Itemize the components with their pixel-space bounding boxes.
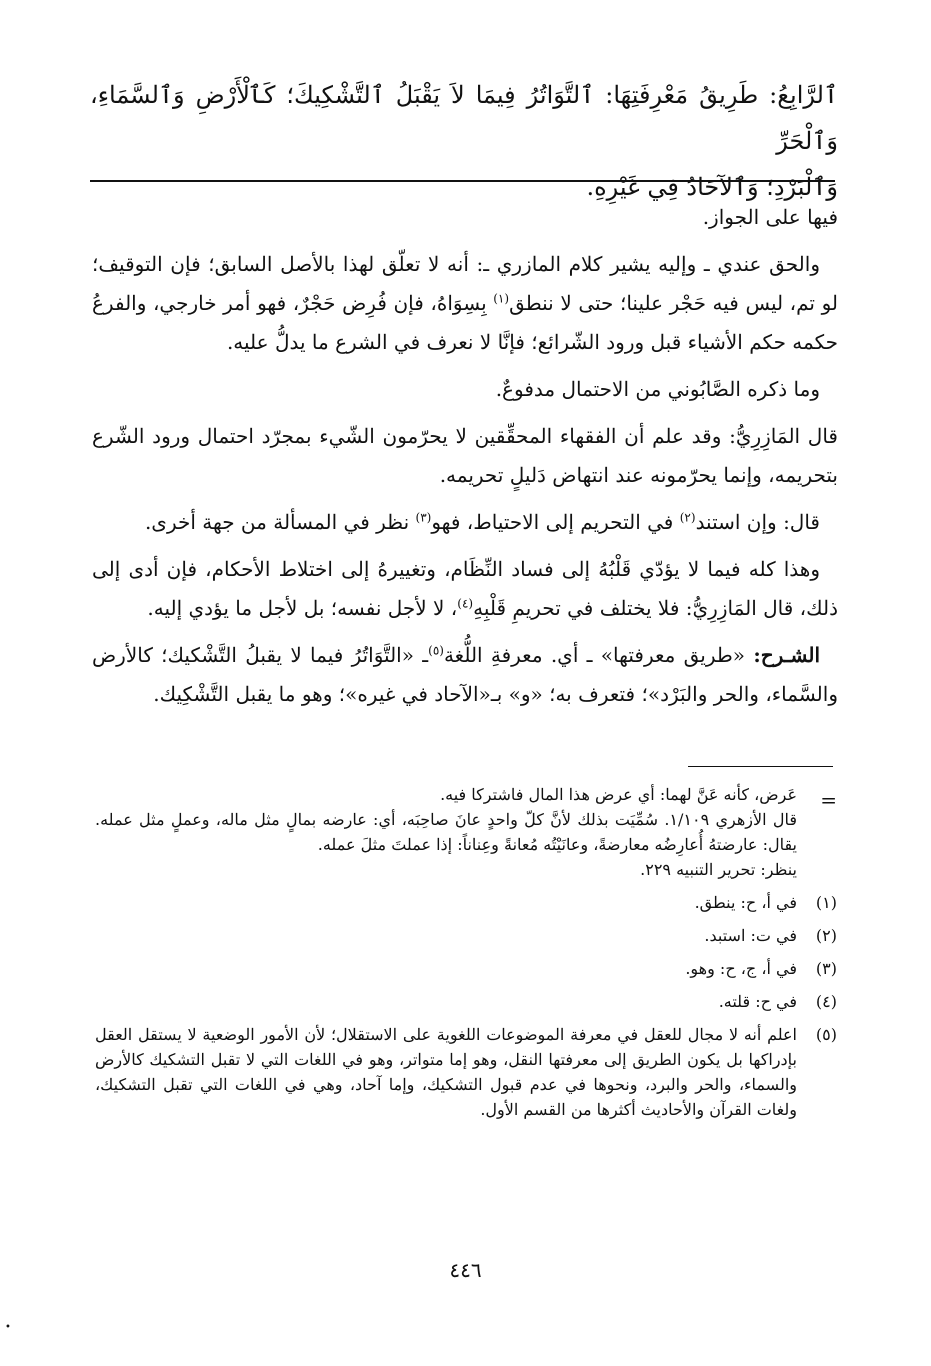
footnote-3 xyxy=(95,956,837,981)
footnote-text: في أ، ح: ينطق. xyxy=(694,893,797,912)
paragraph-4: قال المَازِرِيُّ: وقد علم أن الفقهاء المحقِّقين لا يحرّمون الشّيء بمجرّد احتمال ورود الشّرع بتحريمه، وإنما يحرّمونه عند انتهاض دَليلٍ تحريمه. xyxy=(92,424,838,487)
matn-line-2: وَٱلْبَرْدِ؛ وَٱلآحَادُ فِي غَيْرِهِ. xyxy=(586,173,838,201)
footnote-number: (٣) xyxy=(815,959,837,978)
page-number: ٤٤٦ xyxy=(449,1258,482,1282)
footnote-text: اعلم أنه لا مجال للعقل في معرفة الموضوعات اللغوية على الاستقلال؛ لأن الأمور الوضعية لا يستقل العقل بإدراكها بل يكون الطريق إلى معرفتها النقل، وهو إما متواتر، وهو في اللغات التي لا تقبل التشكيك كالأرض والسماء، والحر والبرد، ونحوها في عدم قبول التشكيك، وإما آحاد، وهي في اللغات التي تقبل التشكيك، ولغات القرآن والأحاديث أكثرها من القسم الأول. xyxy=(95,1025,797,1119)
footnote-ref-5: (٥) xyxy=(428,643,444,658)
paragraph-3: وما ذكره الصَّابُوني من الاحتمال مدفوعٌ. xyxy=(495,377,820,401)
footnotes-section xyxy=(95,782,837,1122)
matn-line-1: ٱلرَّابِعُ: طَرِيقُ مَعْرِفَتِهَا: ٱلتَّوَاتُرُ فِيمَا لاَ يَقْبَلُ ٱلتَّشْكِيكَ؛ كَٱلْأَرْضِ وَٱلسَّمَاءِ، وَٱلْحَرِّ xyxy=(90,81,839,155)
continued-line-1: عَرض، كأنه عَنَّ لهما: أي عرض هذا المال فاشتركا فيه. xyxy=(440,785,797,804)
paragraph-1: فيها على الجواز. xyxy=(702,205,838,229)
footnote-ref-1: (١) xyxy=(493,291,510,306)
continued-footnote xyxy=(95,782,837,882)
paragraph-5-part-c: نظر في المسألة من جهة أخرى. xyxy=(144,510,410,534)
paragraph-6 xyxy=(92,550,838,628)
commentary-body xyxy=(92,198,838,722)
footnote-text: في ح: قلته. xyxy=(718,992,797,1011)
footnote-text: في أ، ج، ح: وهو. xyxy=(685,959,797,978)
footnote-number: (١) xyxy=(815,893,837,912)
paragraph-2-part-a: والحق عندي ـ وإليه يشير كلام المازري ـ: أنه لا تعلّق لهذا بالأصل السابق؛ فإن التوقيف؛ لو تم، ليس فيه حَجْر علينا؛ حتى لا ننطق xyxy=(92,252,839,315)
footnote-number: (٥) xyxy=(815,1025,837,1044)
footnote-separator xyxy=(688,766,833,767)
footnote-ref-4: (٤) xyxy=(457,596,474,611)
paragraph-5 xyxy=(92,503,838,542)
paragraph-6-part-a: وهذا كله فيما لا يؤدّي قَلْبُهُ إلى فساد النِّظَام، وتغييرهُ إلى اختلاط الأحكام، فإن أدى إلى ذلك، قال المَازِرِيُّ: فلا يختلف في تحريمِ قَلْبِهِ xyxy=(92,557,838,620)
sharh-paragraph xyxy=(92,636,838,714)
footnote-text: في ت: استبد. xyxy=(704,926,797,945)
matn-separator xyxy=(90,180,835,182)
paragraph-5-part-b: في التحريم إلى الاحتياط، فهو xyxy=(431,510,674,534)
sharh-part-b: ـ «التَّوَاتُرُ فيما لا يقبلُ التَّشْكيك؛ كالأرض والسَّماء، والحر والبَرْد»؛ فتعرف به؛ «و» بـ«الآحاد في غيره»؛ وهو ما يقبل التَّشْكِيك. xyxy=(92,643,838,706)
continued-line-2: قال الأزهري ١/١٠٩. سُمِّيَت بذلك لأنَّ كلّ واحدٍ عانَ صاحِبَه، أي: عارضه بمالٍ مثل ماله، وعملٍ مثل عمله. يقال: عارضتهُ أُعارِضُه معارضةً، وعانَيْتُه مُعانةً وعِناناً: إذا عملتَ مثلَ عمله. xyxy=(95,810,798,854)
footnote-1 xyxy=(95,890,837,915)
footnote-ref-2: (٢) xyxy=(679,510,696,525)
footnote-ref-3: (٣) xyxy=(415,510,432,525)
footnote-2 xyxy=(95,923,837,948)
paragraph-2 xyxy=(92,245,838,362)
footnote-number: (٤) xyxy=(815,992,837,1011)
paragraph-5-part-a: قال: وإن استند xyxy=(695,510,820,534)
sharh-label: الشـرح: xyxy=(753,643,821,667)
scan-speck: • xyxy=(5,1322,11,1333)
footnote-5 xyxy=(95,1022,837,1122)
sharh-part-a: «طريق معرفتها» ـ أي. معرفةِ اللُّغة xyxy=(443,643,746,667)
footnote-4 xyxy=(95,989,837,1014)
footnote-number: (٢) xyxy=(815,926,837,945)
matn-text xyxy=(90,72,838,210)
paragraph-6-part-b: ، لا لأجل نفسه؛ بل لأجل ما يؤدي إليه. xyxy=(147,596,458,620)
paragraph-2-part-b: بِسِوَاهُ، فإن فُرِض حَجْرٌ، فهو أمر خارجي، والفرعُ حكمه حكم الأشياء قبل ورود الشّرائع؛ فإنَّا لا نعرف في الشرع ما يدلُّ عليه. xyxy=(92,291,838,354)
continued-line-3: ينظر: تحرير التنبيه ٢٢٩. xyxy=(640,860,797,879)
continuation-marker: = xyxy=(820,788,837,812)
